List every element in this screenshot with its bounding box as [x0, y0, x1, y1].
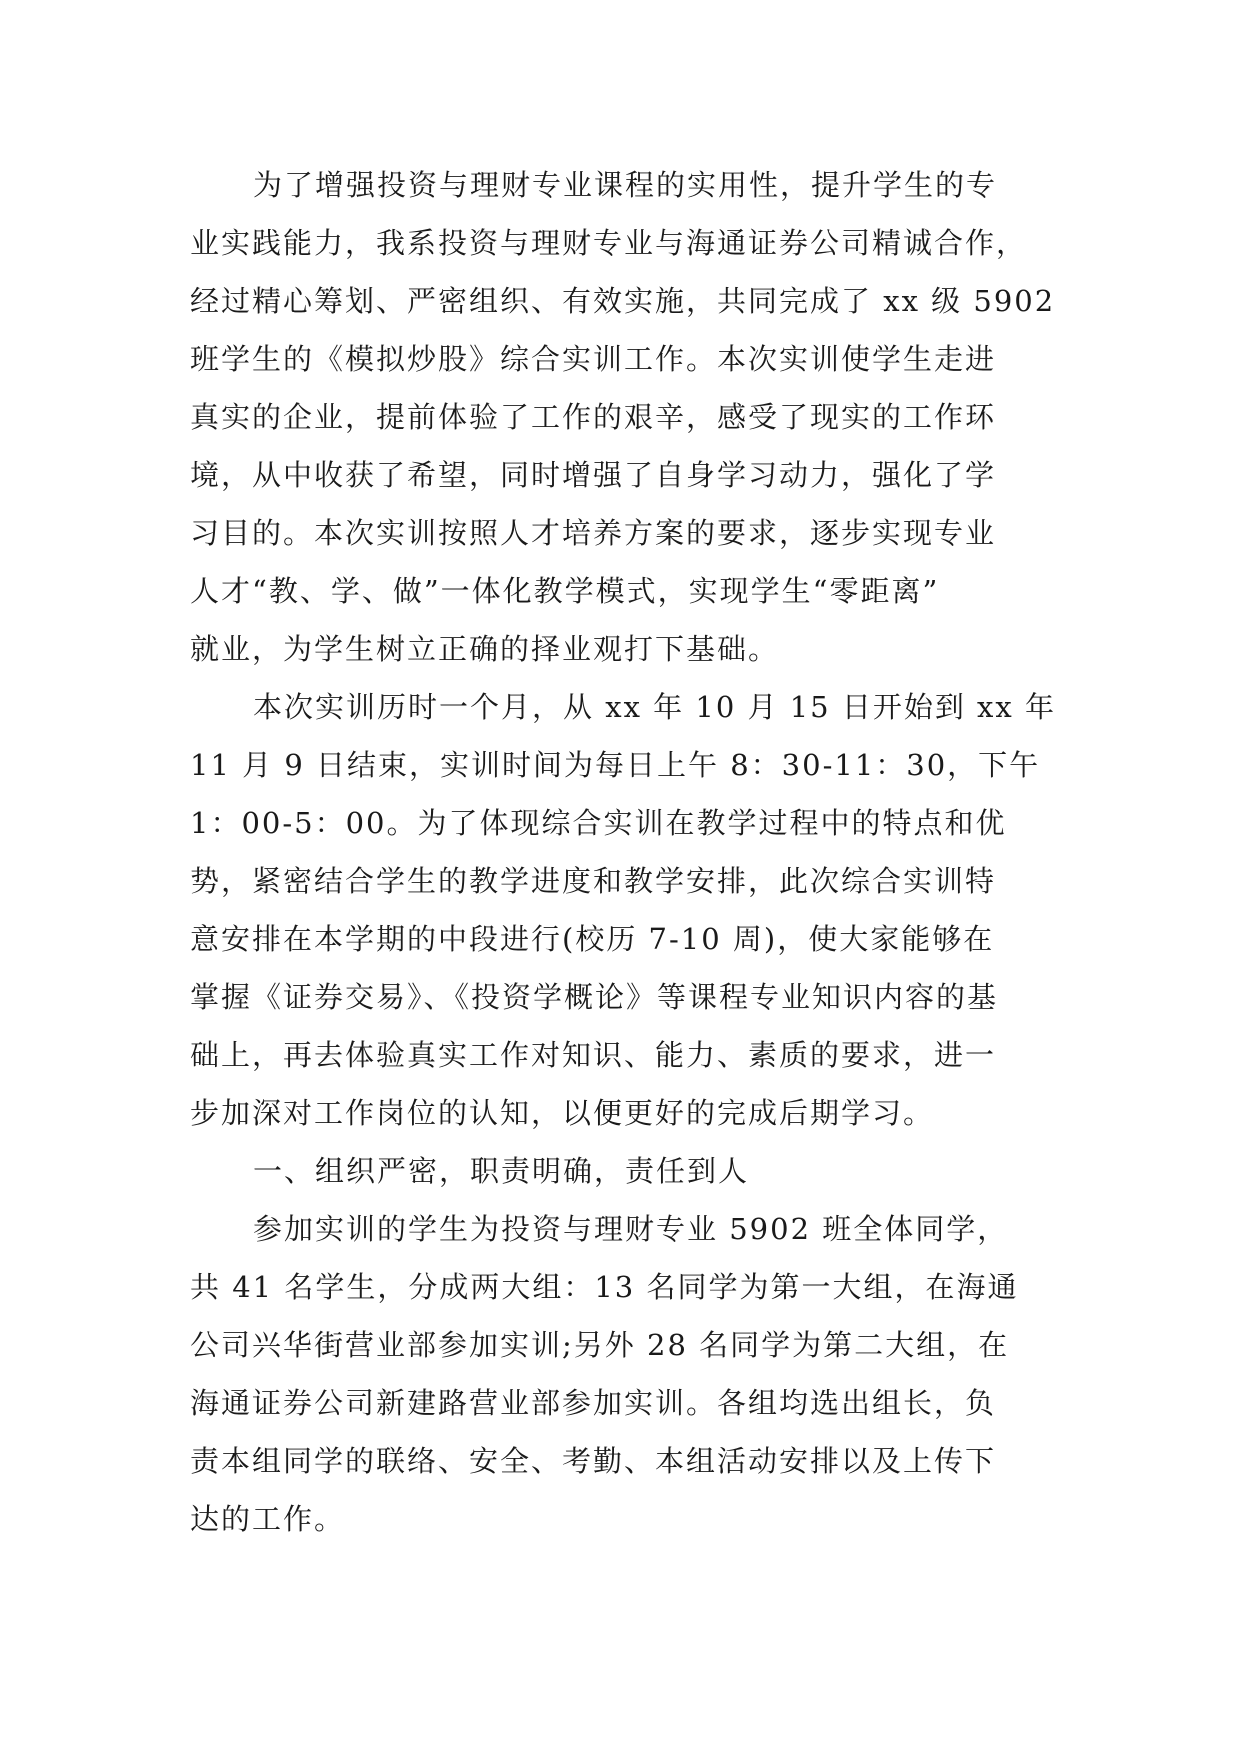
text-line: 参加实训的学生为投资与理财专业 5902 班全体同学，: [253, 1212, 1009, 1246]
text-line: 本次实训历时一个月，从 xx 年 10 月 15 日开始到 xx 年: [253, 690, 1056, 724]
document-body: [190, 156, 1070, 1548]
text-line: 势，紧密结合学生的教学进度和教学安排，此次综合实训特: [190, 864, 997, 898]
text-line: 共 41 名学生，分成两大组：13 名同学为第一大组，在海通: [190, 1270, 1019, 1304]
text-line: 步加深对工作岗位的认知，以便更好的完成后期学习。: [190, 1096, 935, 1130]
text-line: 习目的。本次实训按照人才培养方案的要求，逐步实现专业: [190, 516, 997, 550]
paragraph-schedule: [190, 678, 1070, 1142]
text-line: 础上，再去体验真实工作对知识、能力、素质的要求，进一: [190, 1038, 997, 1072]
text-line: 11 月 9 日结束，实训时间为每日上午 8：30-11：30，下午: [190, 748, 1041, 782]
text-line: 为了增强投资与理财专业课程的实用性，提升学生的专: [253, 168, 998, 202]
text-line: 1：00-5：00。为了体现综合实训在教学过程中的特点和优: [190, 806, 1007, 840]
text-line: 掌握《证券交易》、《投资学概论》等课程专业知识内容的基: [190, 980, 999, 1014]
text-line: 人才“教、学、做”一体化教学模式，实现学生“零距离”: [190, 574, 940, 608]
text-line: 就业，为学生树立正确的择业观打下基础。: [190, 632, 780, 666]
section-heading: [190, 1142, 1070, 1200]
text-line: 真实的企业，提前体验了工作的艰辛，感受了现实的工作环: [190, 400, 997, 434]
paragraph-intro: [190, 156, 1070, 678]
text-line: 达的工作。: [190, 1502, 346, 1536]
text-line: 公司兴华街营业部参加实训;另外 28 名同学为第二大组，在: [190, 1328, 1010, 1362]
text-line: 境，从中收获了希望，同时增强了自身学习动力，强化了学: [190, 458, 997, 492]
text-line: 班学生的《模拟炒股》综合实训工作。本次实训使学生走进: [190, 342, 997, 376]
text-line: 业实践能力，我系投资与理财专业与海通证券公司精诚合作，: [190, 226, 1028, 260]
text-line: 经过精心筹划、严密组织、有效实施，共同完成了 xx 级 5902: [190, 284, 1056, 318]
text-line: 海通证券公司新建路营业部参加实训。各组均选出组长，负: [190, 1386, 997, 1420]
text-line: 责本组同学的联络、安全、考勤、本组活动安排以及上传下: [190, 1444, 997, 1478]
heading-text: 一、组织严密，职责明确，责任到人: [253, 1154, 750, 1188]
text-line: 意安排在本学期的中段进行(校历 7-10 周)，使大家能够在: [190, 922, 995, 956]
paragraph-organization: [190, 1200, 1070, 1548]
